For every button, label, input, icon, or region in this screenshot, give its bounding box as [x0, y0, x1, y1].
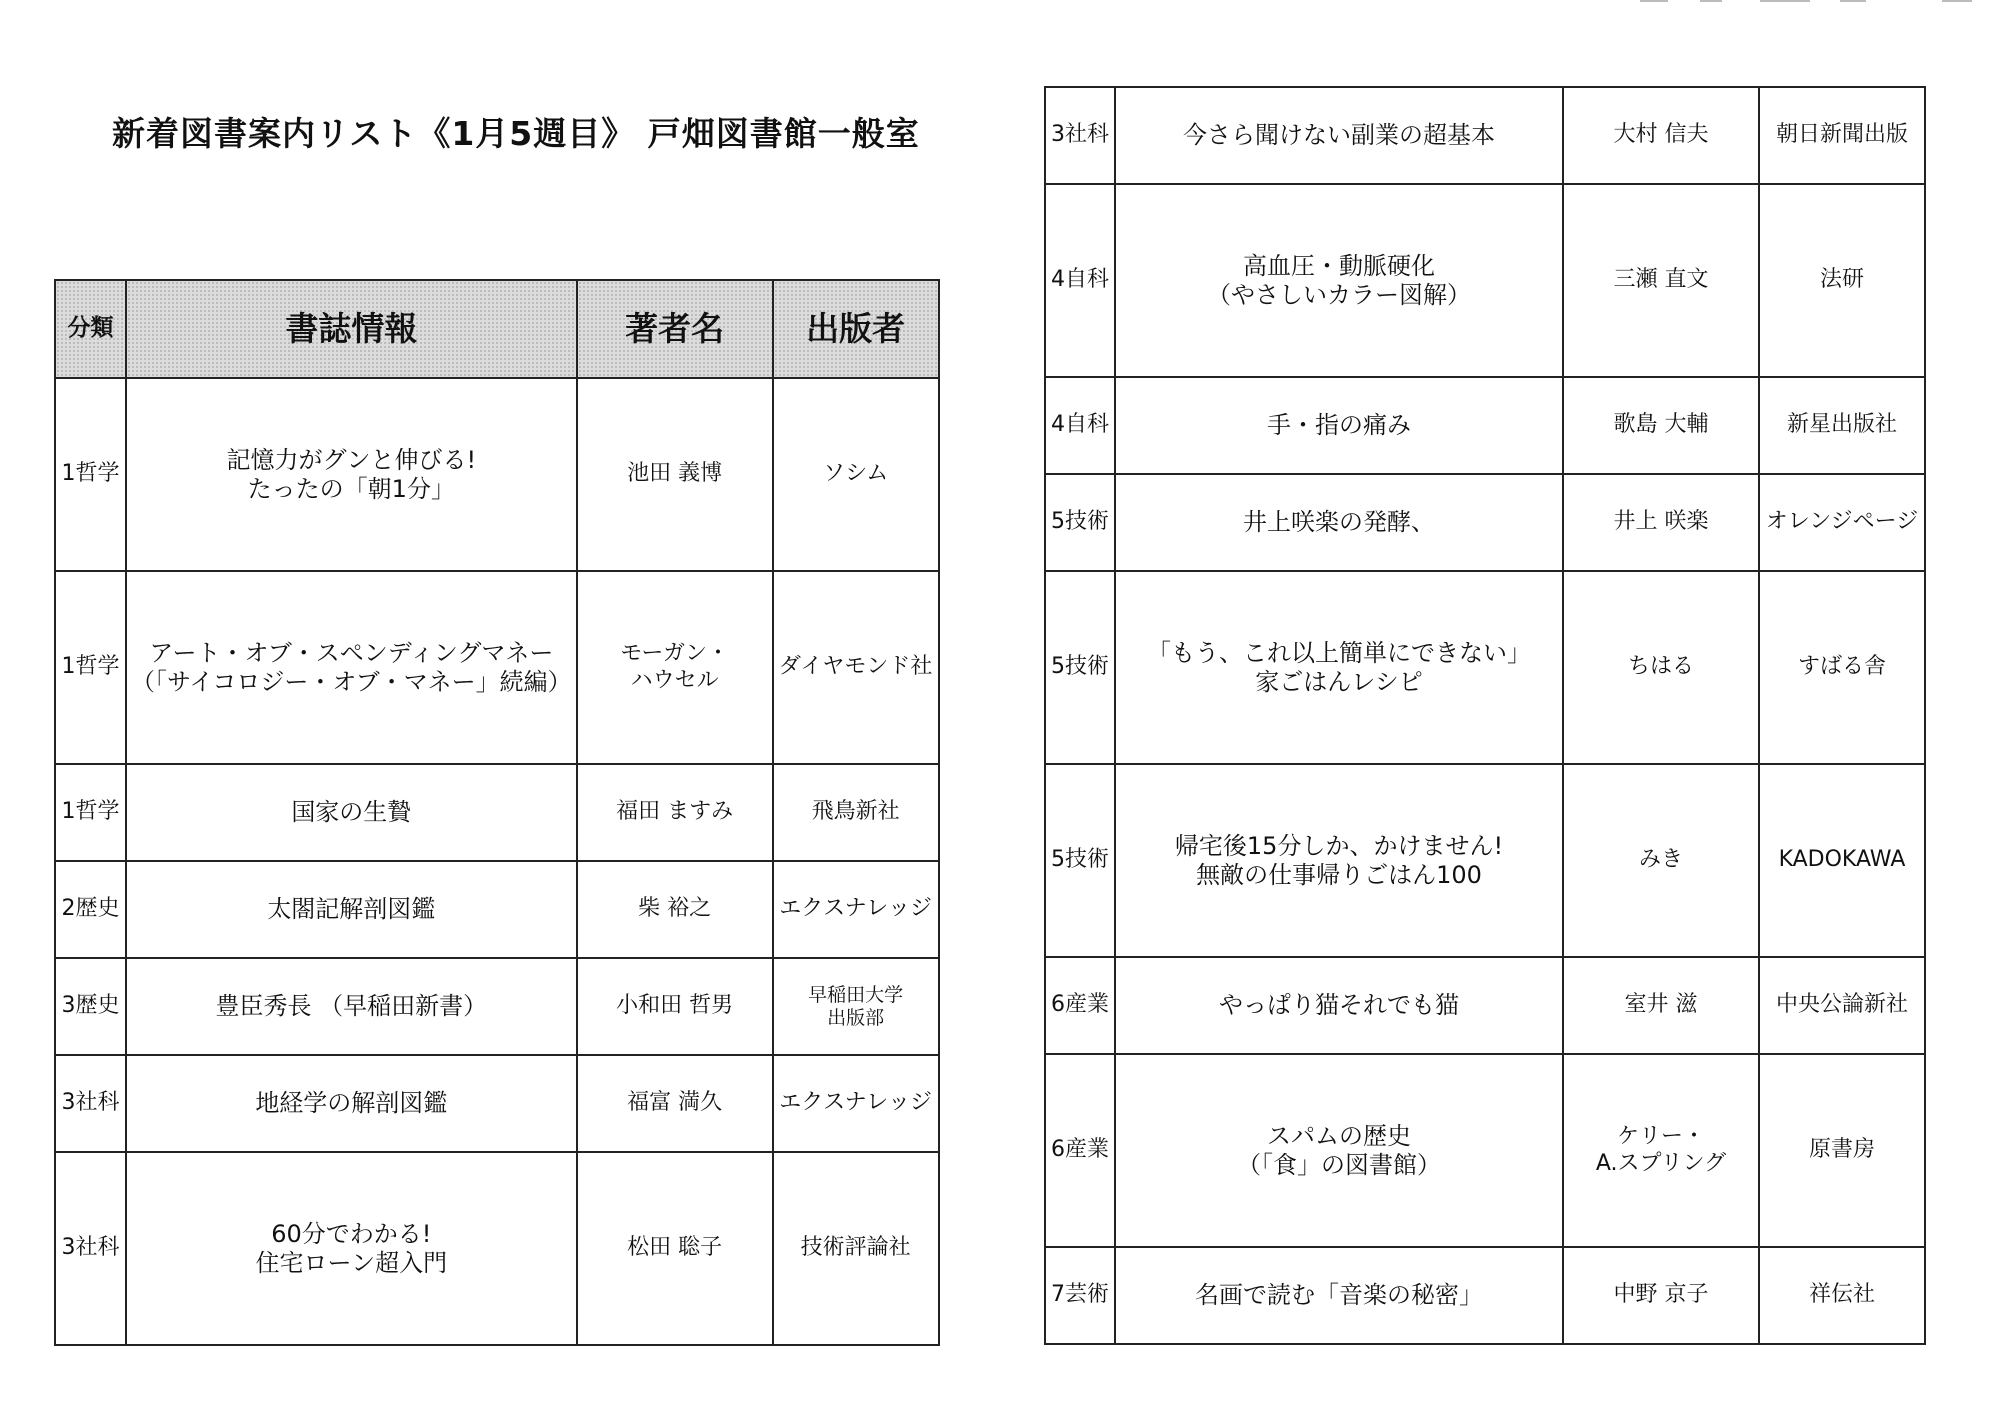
book-title-line: スパムの歴史 — [1267, 1121, 1411, 1150]
category-cell: 5技術 — [1045, 571, 1115, 764]
category-cell: 2歴史 — [55, 861, 126, 958]
author-line: みき — [1638, 847, 1683, 873]
book-title-cell — [126, 764, 577, 861]
table-row — [55, 571, 939, 764]
book-title-cell — [126, 378, 577, 571]
publisher-line: ダイヤモンド社 — [778, 654, 933, 680]
publisher-line: 朝日新聞出版 — [1775, 122, 1908, 148]
scan-edge-mark — [1942, 0, 1972, 2]
right-table-body — [1045, 87, 1925, 1344]
table-row — [1045, 957, 1925, 1054]
table-row — [1045, 1054, 1925, 1247]
publisher-cell — [773, 378, 939, 571]
publisher-cell — [1759, 571, 1925, 764]
category-cell: 3社科 — [55, 1152, 126, 1345]
header-category: 分類 — [55, 280, 126, 378]
author-cell — [1563, 957, 1759, 1054]
book-title-line: たったの「朝1分」 — [247, 474, 455, 503]
author-line: A.スプリング — [1595, 1150, 1727, 1176]
publisher-line: 原書房 — [1808, 1137, 1875, 1163]
table-row — [55, 764, 939, 861]
book-title-cell — [126, 571, 577, 764]
author-line: 福富 満久 — [627, 1090, 723, 1116]
book-title-line: （やさしいカラー図解） — [1207, 280, 1471, 309]
author-line: 福田 ますみ — [616, 799, 734, 825]
category-cell: 5技術 — [1045, 764, 1115, 957]
author-cell — [577, 958, 773, 1055]
publisher-cell — [773, 958, 939, 1055]
author-line: 池田 義博 — [627, 461, 723, 487]
author-cell — [577, 764, 773, 861]
publisher-cell — [773, 861, 939, 958]
publisher-cell — [1759, 87, 1925, 184]
author-cell — [577, 571, 773, 764]
publisher-cell — [1759, 377, 1925, 474]
author-cell — [1563, 1247, 1759, 1344]
category-cell: 3社科 — [55, 1055, 126, 1152]
table-row — [1045, 764, 1925, 957]
author-cell — [577, 1152, 773, 1345]
table-row — [1045, 571, 1925, 764]
book-title-cell — [1115, 1247, 1563, 1344]
category-cell: 3歴史 — [55, 958, 126, 1055]
book-title-cell — [1115, 87, 1563, 184]
table-row — [1045, 474, 1925, 571]
book-title-line: 「もう、これ以上簡単にできない」 — [1147, 638, 1531, 667]
publisher-line: 技術評論社 — [800, 1235, 911, 1261]
author-cell — [1563, 764, 1759, 957]
left-book-table — [54, 279, 940, 1346]
header-author: 著者名 — [577, 280, 773, 378]
book-title-cell — [1115, 1054, 1563, 1247]
author-cell — [1563, 571, 1759, 764]
book-title-line: やっぱり猫それでも猫 — [1219, 991, 1459, 1020]
author-line: 柴 裕之 — [638, 896, 712, 922]
right-book-table — [1044, 86, 1926, 1345]
book-title-line: 家ごはんレシピ — [1255, 667, 1423, 696]
author-line: 中野 京子 — [1613, 1282, 1709, 1308]
author-cell — [1563, 184, 1759, 377]
category-cell: 1哲学 — [55, 378, 126, 571]
book-title-line: 太閤記解剖図鑑 — [267, 895, 436, 924]
book-title-line: （「食」の図書館） — [1237, 1150, 1441, 1179]
author-cell — [577, 378, 773, 571]
publisher-line: 中央公論新社 — [1775, 992, 1908, 1018]
publisher-line: 法研 — [1819, 267, 1864, 293]
book-title-line: 地経学の解剖図鑑 — [255, 1089, 448, 1118]
book-title-line: 手・指の痛み — [1267, 411, 1411, 440]
category-cell: 3社科 — [1045, 87, 1115, 184]
author-cell — [1563, 87, 1759, 184]
book-title-line: 井上咲楽の発酵、 — [1243, 508, 1435, 537]
author-line: 室井 滋 — [1624, 992, 1698, 1018]
scan-edge-mark — [1760, 0, 1810, 2]
header-publisher: 出版者 — [773, 280, 939, 378]
publisher-cell — [1759, 1054, 1925, 1247]
table-row — [55, 958, 939, 1055]
book-title-line: 高血圧・動脈硬化 — [1243, 251, 1435, 280]
publisher-line: 飛鳥新社 — [811, 799, 900, 825]
book-title-line: 豊臣秀長 （早稲田新書） — [215, 992, 488, 1021]
book-title-cell — [1115, 377, 1563, 474]
table-row — [55, 378, 939, 571]
category-cell: 4自科 — [1045, 377, 1115, 474]
book-title-line: 住宅ローン超入門 — [255, 1248, 448, 1277]
book-title-line: 60分でわかる! — [271, 1219, 432, 1248]
table-row — [1045, 87, 1925, 184]
author-cell — [1563, 474, 1759, 571]
scan-edge-mark — [1640, 0, 1668, 2]
table-row — [1045, 377, 1925, 474]
author-line: 大村 信夫 — [1613, 122, 1709, 148]
publisher-line: KADOKAWA — [1778, 847, 1906, 873]
author-cell — [1563, 1054, 1759, 1247]
publisher-line: 早稲田大学 — [808, 983, 904, 1006]
author-cell — [577, 1055, 773, 1152]
book-title-line: 無敵の仕事帰りごはん100 — [1196, 860, 1482, 889]
table-row — [1045, 1247, 1925, 1344]
book-title-cell — [126, 1055, 577, 1152]
book-title-line: （「サイコロジー・オブ・マネー」続編） — [131, 667, 572, 696]
publisher-cell — [1759, 764, 1925, 957]
author-line: ケリー・ — [1616, 1124, 1705, 1150]
author-line: 井上 咲楽 — [1613, 509, 1709, 535]
category-cell: 4自科 — [1045, 184, 1115, 377]
book-title-cell — [126, 958, 577, 1055]
publisher-cell — [1759, 184, 1925, 377]
left-table-body — [55, 280, 939, 1345]
publisher-line: ソシム — [823, 461, 889, 487]
book-title-line: アート・オブ・スペンディングマネー — [149, 638, 554, 667]
publisher-cell — [1759, 957, 1925, 1054]
book-title-cell — [1115, 764, 1563, 957]
book-title-cell — [1115, 957, 1563, 1054]
publisher-line: 出版部 — [827, 1006, 885, 1029]
category-cell: 7芸術 — [1045, 1247, 1115, 1344]
author-cell — [1563, 377, 1759, 474]
author-line: モーガン・ — [620, 641, 729, 667]
header-book-info: 書誌情報 — [126, 280, 577, 378]
book-title-line: 帰宅後15分しか、かけません! — [1174, 831, 1504, 860]
publisher-line: エクスナレッジ — [779, 1090, 932, 1116]
author-line: 松田 聡子 — [627, 1235, 723, 1261]
scan-edge-mark — [1700, 0, 1722, 2]
header-row — [55, 280, 939, 378]
category-cell: 1哲学 — [55, 764, 126, 861]
book-title-line: 今さら聞けない副業の超基本 — [1183, 121, 1495, 150]
category-cell: 6産業 — [1045, 957, 1115, 1054]
author-line: 小和田 哲男 — [616, 993, 734, 1019]
scan-edge-mark — [1840, 0, 1866, 2]
book-title-line: 名画で読む「音楽の秘密」 — [1195, 1281, 1483, 1310]
category-cell: 1哲学 — [55, 571, 126, 764]
table-row — [55, 1055, 939, 1152]
publisher-line: 新星出版社 — [1786, 412, 1897, 438]
book-title-cell — [1115, 571, 1563, 764]
category-cell: 5技術 — [1045, 474, 1115, 571]
publisher-cell — [1759, 1247, 1925, 1344]
page-title: 新着図書案内リスト《1月5週目》 戸畑図書館一般室 — [112, 114, 920, 153]
publisher-line: オレンジページ — [1765, 509, 1919, 535]
publisher-cell — [773, 1055, 939, 1152]
author-cell — [577, 861, 773, 958]
publisher-cell — [773, 764, 939, 861]
book-title-cell — [1115, 474, 1563, 571]
publisher-line: エクスナレッジ — [779, 896, 932, 922]
table-row — [1045, 184, 1925, 377]
book-title-line: 国家の生贄 — [291, 798, 412, 827]
publisher-cell — [1759, 474, 1925, 571]
publisher-cell — [773, 1152, 939, 1345]
book-title-line: 記憶力がグンと伸びる! — [226, 445, 477, 474]
publisher-cell — [773, 571, 939, 764]
publisher-line: すばる舎 — [1797, 654, 1886, 680]
table-row — [55, 1152, 939, 1345]
author-line: 歌島 大輔 — [1613, 412, 1709, 438]
author-line: ハウセル — [630, 667, 719, 693]
table-row — [55, 861, 939, 958]
author-line: 三瀬 直文 — [1613, 267, 1709, 293]
category-cell: 6産業 — [1045, 1054, 1115, 1247]
author-line: ちはる — [1627, 654, 1694, 680]
book-title-cell — [126, 1152, 577, 1345]
book-title-cell — [126, 861, 577, 958]
book-title-cell — [1115, 184, 1563, 377]
publisher-line: 祥伝社 — [1808, 1282, 1875, 1308]
